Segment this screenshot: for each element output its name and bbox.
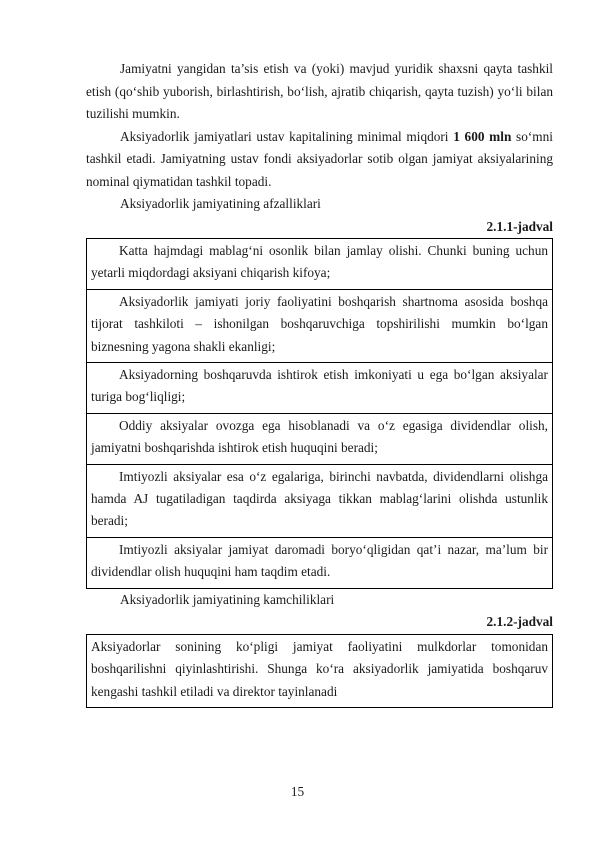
intro-paragraph-2-text-b: so‘mni tashkil etadi. Jamiyatning ustav fondi aksiyadorlar sotib olgan jamiyat aksiyalarining nominal qiymatidan tashkil topadi. — [86, 128, 553, 189]
table-label-advantages: 2.1.1-jadval — [486, 218, 553, 234]
minimum-capital-amount: 1 600 mln — [453, 128, 512, 144]
advantages-table — [86, 238, 553, 589]
table-row — [87, 634, 553, 707]
disadvantages-heading: Aksiyadorlik jamiyatining kamchiliklari — [120, 591, 335, 607]
table-row — [87, 239, 553, 290]
advantages-heading: Aksiyadorlik jamiyatining afzalliklari — [120, 196, 321, 211]
table-row — [87, 464, 553, 537]
table-label-disadvantages: 2.1.2-jadval — [486, 614, 553, 630]
table-row — [87, 413, 553, 464]
table-cell: Katta hajmdagi mablag‘ni osonlik bilan jamlay olishi. Chunki buning uchun yetarli miqdordagi aksiyani chiqarish kifoya; — [87, 239, 553, 290]
intro-paragraph-1: Jamiyatni yangidan ta’sis etish va (yoki) mavjud yuridik shaxsni qayta tashkil etish (qo‘shib yuborish, birlashtirish, bo‘lish, ajratib chiqarish, qayta tuzish) yo‘li bilan tuzilishi mumkin. — [86, 61, 553, 121]
table-cell: Aksiyadorning boshqaruvda ishtirok etish imkoniyati u ega bo‘lgan aksiyalar turiga bog‘liqligi; — [87, 363, 553, 414]
document-page — [86, 58, 553, 708]
disadvantages-table — [86, 634, 553, 708]
table-row — [87, 289, 553, 362]
table-cell: Aksiyadorlar sonining ko‘pligi jamiyat faoliyatini mulkdorlar tomonidan boshqarilishni qiyinlashtirishi. Shunga ko‘ra aksiyadorlik jamiyatida boshqaruv kengashi tashkil etiladi va direktor tayinlanadi — [87, 634, 553, 707]
table-row — [87, 537, 553, 588]
intro-paragraph-2-text-a: Aksiyadorlik jamiyatlari ustav kapitalining minimal miqdori — [120, 128, 454, 144]
page-number: 15 — [290, 784, 305, 799]
table-cell: Imtiyozli aksiyalar jamiyat daromadi boryo‘qligidan qat’i nazar, ma’lum bir dividendlar olish huquqini ham taqdim etadi. — [87, 537, 553, 588]
table-cell: Imtiyozli aksiyalar esa o‘z egalariga, birinchi navbatda, dividendlarni olishga hamda AJ tugatiladigan taqdirda aksiyaga tikkan mablag‘larini olishda ustunlik beradi; — [87, 464, 553, 537]
intro-paragraph-2 — [86, 126, 553, 194]
table-cell: Oddiy aksiyalar ovozga ega hisoblanadi va o‘z egasiga dividendlar olish, jamiyatni boshqarishda ishtirok etish huquqini beradi; — [87, 413, 553, 464]
table-cell: Aksiyadorlik jamiyati joriy faoliyatini boshqarish shartnoma asosida boshqa tijorat tashkiloti – ishonilgan boshqaruvchiga topshirilishi mumkin bo‘lgan biznesning yagona shakli ekanligi; — [87, 289, 553, 362]
table-row — [87, 363, 553, 414]
